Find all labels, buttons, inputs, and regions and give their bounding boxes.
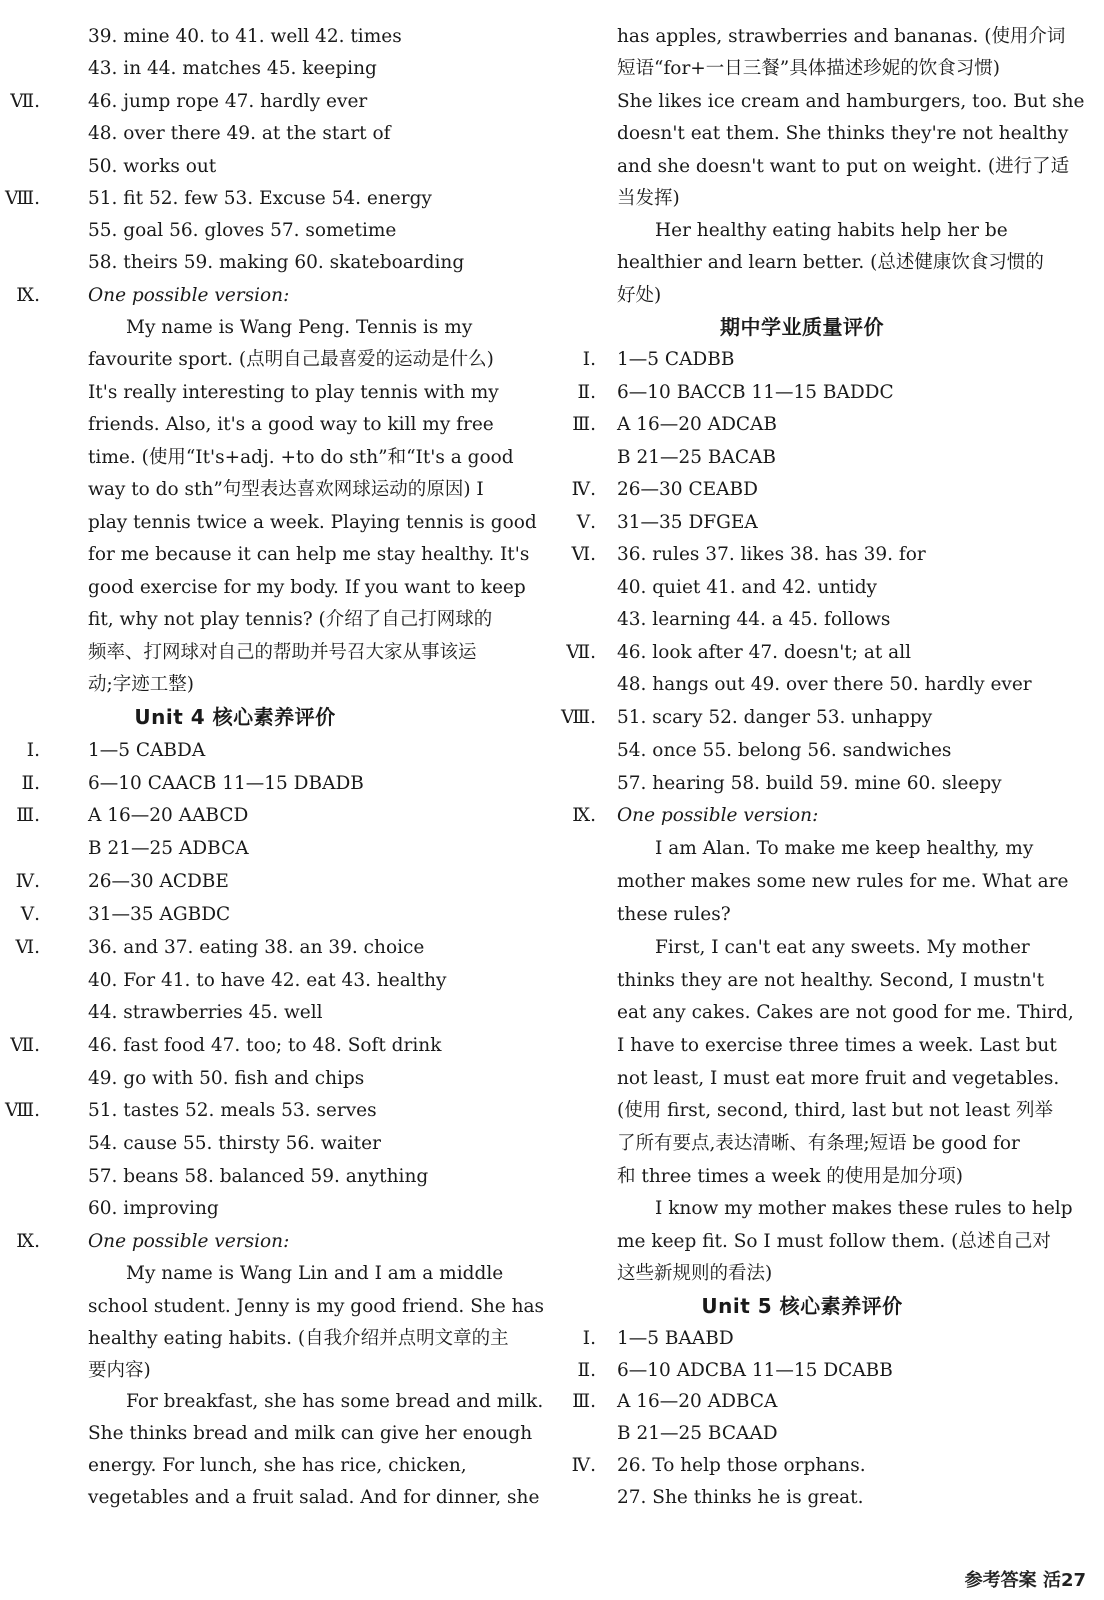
answer-line xyxy=(560,1322,1104,1355)
answer-line xyxy=(560,1127,1104,1160)
line-text: 48. hangs out 49. over there 50. hardly ever xyxy=(617,674,1032,695)
answer-line xyxy=(560,1354,1104,1387)
line-text: 58. theirs 59. making 60. skateboarding xyxy=(88,252,465,273)
section-numeral: Ⅴ. xyxy=(576,512,596,533)
line-text: My name is Wang Peng. Tennis is my xyxy=(126,317,473,338)
answer-line xyxy=(560,799,1104,832)
answer-line xyxy=(560,964,1104,997)
line-text: 54. once 55. belong 56. sandwiches xyxy=(617,740,952,761)
answer-line xyxy=(560,1029,1104,1062)
answer-line xyxy=(560,473,1104,506)
answer-line xyxy=(0,246,560,279)
section-numeral: Ⅸ. xyxy=(16,1231,40,1252)
line-text: me keep fit. So I must follow them. (总述自己对 xyxy=(617,1231,1051,1252)
answer-line xyxy=(0,1417,560,1450)
line-text: 46. jump rope 47. hardly ever xyxy=(88,91,368,112)
answer-line xyxy=(0,376,560,409)
section-numeral: Ⅰ. xyxy=(26,740,40,761)
answer-line xyxy=(0,1192,560,1225)
answer-line xyxy=(560,603,1104,636)
answer-line xyxy=(0,571,560,604)
line-text: school student. Jenny is my good friend. She has xyxy=(88,1296,545,1317)
line-text: 频率、打网球对自己的帮助并号召大家从事该运 xyxy=(88,642,477,663)
answer-line xyxy=(560,343,1104,376)
line-text: eat any cakes. Cakes are not good for me. Third, xyxy=(617,1002,1074,1023)
answer-line xyxy=(0,898,560,931)
answer-line xyxy=(560,1094,1104,1127)
section-numeral: Ⅲ. xyxy=(572,1391,596,1412)
section-numeral: Ⅷ. xyxy=(4,1100,40,1121)
line-text: healthy eating habits. (自我介绍并点明文章的主 xyxy=(88,1328,509,1349)
answer-line xyxy=(560,376,1104,409)
answer-line xyxy=(0,52,560,85)
line-text: 51. fit 52. few 53. Excuse 54. energy xyxy=(88,188,432,209)
line-text: A 16—20 ADBCA xyxy=(617,1391,778,1412)
version-label: One possible version: xyxy=(88,285,290,306)
line-text: has apples, strawberries and bananas. (使用介词 xyxy=(617,26,1066,47)
line-text: 短语“for+一日三餐”具体描述珍妮的饮食习惯) xyxy=(617,58,1000,79)
section-heading: Unit 4 核心素养评价 xyxy=(134,705,336,729)
line-text: I have to exercise three times a week. Last but xyxy=(617,1035,1057,1056)
answer-line xyxy=(560,150,1104,183)
line-text: B 21—25 BCAAD xyxy=(617,1423,778,1444)
section-numeral: Ⅶ. xyxy=(10,1035,40,1056)
answer-line xyxy=(560,668,1104,701)
line-text: 51. tastes 52. meals 53. serves xyxy=(88,1100,377,1121)
section-heading: 期中学业质量评价 xyxy=(720,315,884,339)
answer-line xyxy=(560,1160,1104,1193)
line-text: 这些新规则的看法) xyxy=(617,1263,773,1284)
section-numeral: Ⅱ. xyxy=(577,1360,596,1381)
answer-line xyxy=(0,865,560,898)
line-text: 26—30 CEABD xyxy=(617,479,758,500)
answer-line xyxy=(0,964,560,997)
answer-line xyxy=(560,701,1104,734)
line-text: I am Alan. To make me keep healthy, my xyxy=(655,838,1034,859)
section-numeral: Ⅱ. xyxy=(577,382,596,403)
line-text: 6—10 BACCB 11—15 BADDC xyxy=(617,382,894,403)
line-text: 60. improving xyxy=(88,1198,219,1219)
answer-line xyxy=(0,408,560,441)
answer-line xyxy=(560,571,1104,604)
answer-line xyxy=(560,636,1104,669)
section-numeral: Ⅰ. xyxy=(582,349,596,370)
version-label: One possible version: xyxy=(88,1231,290,1252)
answer-line xyxy=(0,767,560,800)
section-numeral: Ⅶ. xyxy=(566,642,596,663)
answer-line xyxy=(0,1385,560,1418)
answer-line xyxy=(560,214,1104,247)
answer-line xyxy=(0,1290,560,1323)
line-text: energy. For lunch, she has rice, chicken, xyxy=(88,1455,467,1476)
line-text: A 16—20 AABCD xyxy=(88,805,249,826)
answer-line xyxy=(560,52,1104,85)
section-numeral: Ⅳ. xyxy=(571,479,596,500)
line-text: 了所有要点,表达清晰、有条理;短语 be good for xyxy=(617,1133,1020,1154)
line-text: 46. look after 47. doesn't; at all xyxy=(617,642,912,663)
answer-line xyxy=(0,214,560,247)
answer-line xyxy=(560,1417,1104,1450)
line-text: 当发挥) xyxy=(617,188,680,209)
section-numeral: Ⅴ. xyxy=(20,904,40,925)
answer-line xyxy=(560,85,1104,118)
answer-line xyxy=(0,279,560,312)
answer-line xyxy=(560,20,1104,53)
answer-line xyxy=(0,734,560,767)
answer-line xyxy=(560,996,1104,1029)
line-text: (使用 first, second, third, last but not least 列举 xyxy=(617,1100,1054,1121)
line-text: 动;字迹工整) xyxy=(88,674,194,695)
answer-line xyxy=(560,1225,1104,1258)
line-text: fit, why not play tennis? (介绍了自己打网球的 xyxy=(88,609,493,630)
answer-line xyxy=(0,117,560,150)
version-label: One possible version: xyxy=(617,805,819,826)
section-numeral: Ⅱ. xyxy=(21,773,40,794)
answer-line xyxy=(0,1257,560,1290)
line-text: thinks they are not healthy. Second, I mustn't xyxy=(617,970,1045,991)
line-text: time. (使用“It's+adj. +to do sth”和“It's a good xyxy=(88,447,514,468)
line-text: doesn't eat them. She thinks they're not healthy xyxy=(617,123,1069,144)
section-numeral: Ⅸ. xyxy=(16,285,40,306)
answer-line xyxy=(0,603,560,636)
answer-line xyxy=(0,538,560,571)
answer-line xyxy=(0,85,560,118)
answer-line xyxy=(0,1449,560,1482)
answer-line xyxy=(0,668,560,701)
line-text: 和 three times a week 的使用是加分项) xyxy=(617,1166,964,1187)
line-text: 6—10 ADCBA 11—15 DCABB xyxy=(617,1360,893,1381)
answer-line xyxy=(0,506,560,539)
line-text: not least, I must eat more fruit and vegetables. xyxy=(617,1068,1060,1089)
answer-line xyxy=(0,1481,560,1514)
line-text: play tennis twice a week. Playing tennis is good xyxy=(88,512,537,533)
line-text: 46. fast food 47. too; to 48. Soft drink xyxy=(88,1035,442,1056)
section-numeral: Ⅳ. xyxy=(15,871,40,892)
line-text: for me because it can help me stay healthy. It's xyxy=(88,544,530,565)
answer-line xyxy=(0,1029,560,1062)
line-text: 1—5 CADBB xyxy=(617,349,735,370)
line-text: 55. goal 56. gloves 57. sometime xyxy=(88,220,397,241)
line-text: 48. over there 49. at the start of xyxy=(88,123,391,144)
line-text: 43. in 44. matches 45. keeping xyxy=(88,58,377,79)
line-text: and she doesn't want to put on weight. (进行了适 xyxy=(617,156,1070,177)
line-text: 43. learning 44. a 45. follows xyxy=(617,609,891,630)
section-numeral: Ⅷ. xyxy=(4,188,40,209)
answer-line xyxy=(0,1094,560,1127)
answer-line xyxy=(560,1449,1104,1482)
answer-line xyxy=(560,898,1104,931)
line-text: My name is Wang Lin and I am a middle xyxy=(126,1263,504,1284)
line-text: 要内容) xyxy=(88,1360,151,1381)
answer-line xyxy=(560,1385,1104,1418)
answer-line xyxy=(560,279,1104,312)
line-text: 50. works out xyxy=(88,156,217,177)
line-text: 39. mine 40. to 41. well 42. times xyxy=(88,26,402,47)
line-text: 1—5 BAABD xyxy=(617,1328,734,1349)
answer-line xyxy=(560,832,1104,865)
line-text: For breakfast, she has some bread and milk. xyxy=(126,1391,544,1412)
section-numeral: Ⅶ. xyxy=(10,91,40,112)
answer-line xyxy=(560,865,1104,898)
line-text: good exercise for my body. If you want to keep xyxy=(88,577,526,598)
line-text: 6—10 CAACB 11—15 DBADB xyxy=(88,773,364,794)
line-text: 好处) xyxy=(617,285,662,306)
answer-line xyxy=(0,473,560,506)
line-text: 40. For 41. to have 42. eat 43. healthy xyxy=(88,970,447,991)
line-text: 49. go with 50. fish and chips xyxy=(88,1068,365,1089)
page-footer: 参考答案 活27 xyxy=(964,1570,1086,1591)
answer-line xyxy=(0,799,560,832)
line-text: these rules? xyxy=(617,904,731,925)
line-text: 51. scary 52. danger 53. unhappy xyxy=(617,707,933,728)
line-text: A 16—20 ADCAB xyxy=(617,414,778,435)
line-text: It's really interesting to play tennis with my xyxy=(88,382,499,403)
line-text: 1—5 CABDA xyxy=(88,740,206,761)
answer-line xyxy=(0,1127,560,1160)
line-text: 31—35 AGBDC xyxy=(88,904,231,925)
answer-line xyxy=(0,150,560,183)
answer-line xyxy=(0,343,560,376)
answer-line xyxy=(0,1160,560,1193)
section-numeral: Ⅵ. xyxy=(15,937,40,958)
answer-line xyxy=(0,1354,560,1387)
answer-line xyxy=(560,182,1104,215)
answer-line xyxy=(560,767,1104,800)
line-text: 31—35 DFGEA xyxy=(617,512,758,533)
line-text: vegetables and a fruit salad. And for dinner, she xyxy=(88,1487,540,1508)
line-text: 27. She thinks he is great. xyxy=(617,1487,864,1508)
line-text: 40. quiet 41. and 42. untidy xyxy=(617,577,877,598)
line-text: friends. Also, it's a good way to kill my free xyxy=(88,414,494,435)
answer-line xyxy=(0,931,560,964)
section-numeral: Ⅳ. xyxy=(571,1455,596,1476)
answer-line xyxy=(0,311,560,344)
answer-line xyxy=(560,408,1104,441)
line-text: 26—30 ACDBE xyxy=(88,871,229,892)
line-text: 26. To help those orphans. xyxy=(617,1455,866,1476)
line-text: way to do sth”句型表达喜欢网球运动的原因) I xyxy=(88,479,484,500)
answer-line xyxy=(560,506,1104,539)
answer-line xyxy=(0,996,560,1029)
answer-line xyxy=(560,1481,1104,1514)
answer-line xyxy=(560,734,1104,767)
line-text: She likes ice cream and hamburgers, too. But she xyxy=(617,91,1085,112)
line-text: B 21—25 ADBCA xyxy=(88,838,249,859)
line-text: She thinks bread and milk can give her enough xyxy=(88,1423,533,1444)
answer-line xyxy=(0,182,560,215)
line-text: I know my mother makes these rules to help xyxy=(655,1198,1073,1219)
section-numeral: Ⅲ. xyxy=(572,414,596,435)
line-text: 54. cause 55. thirsty 56. waiter xyxy=(88,1133,381,1154)
answer-line xyxy=(560,117,1104,150)
section-numeral: Ⅲ. xyxy=(16,805,40,826)
line-text: 36. rules 37. likes 38. has 39. for xyxy=(617,544,926,565)
answer-line xyxy=(0,1322,560,1355)
section-numeral: Ⅵ. xyxy=(571,544,596,565)
answer-line xyxy=(560,931,1104,964)
answer-line xyxy=(0,441,560,474)
answer-line xyxy=(560,246,1104,279)
line-text: B 21—25 BACAB xyxy=(617,447,777,468)
line-text: mother makes some new rules for me. What are xyxy=(617,871,1069,892)
answer-line xyxy=(560,1257,1104,1290)
line-text: 57. hearing 58. build 59. mine 60. sleepy xyxy=(617,773,1002,794)
answer-line xyxy=(560,538,1104,571)
answer-line xyxy=(560,441,1104,474)
answer-line xyxy=(560,1062,1104,1095)
answer-line xyxy=(560,1192,1104,1225)
line-text: 57. beans 58. balanced 59. anything xyxy=(88,1166,429,1187)
section-heading: Unit 5 核心素养评价 xyxy=(701,1294,903,1318)
line-text: 44. strawberries 45. well xyxy=(88,1002,323,1023)
answer-line xyxy=(0,832,560,865)
line-text: 36. and 37. eating 38. an 39. choice xyxy=(88,937,425,958)
answer-line xyxy=(0,1225,560,1258)
line-text: First, I can't eat any sweets. My mother xyxy=(655,937,1030,958)
answer-line xyxy=(0,20,560,53)
answer-line xyxy=(0,1062,560,1095)
section-numeral: Ⅸ. xyxy=(572,805,596,826)
line-text: favourite sport. (点明自己最喜爱的运动是什么) xyxy=(88,349,494,370)
answer-line xyxy=(0,636,560,669)
line-text: Her healthy eating habits help her be xyxy=(655,220,1008,241)
line-text: healthier and learn better. (总述健康饮食习惯的 xyxy=(617,252,1044,273)
section-numeral: Ⅷ. xyxy=(560,707,596,728)
section-numeral: Ⅰ. xyxy=(582,1328,596,1349)
